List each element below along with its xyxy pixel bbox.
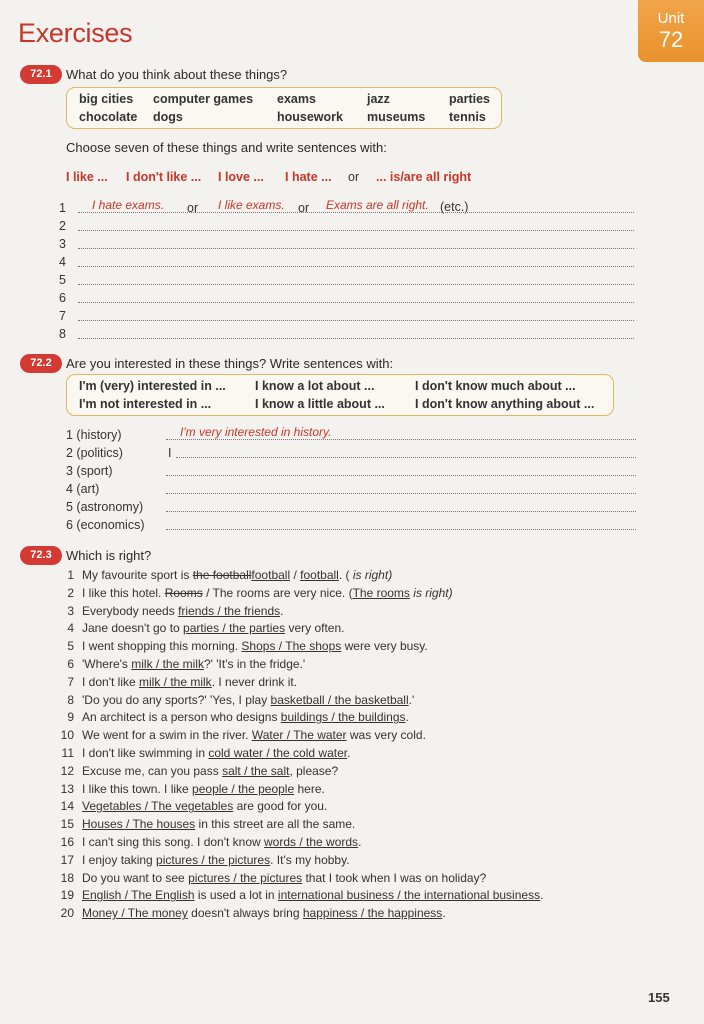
item-number: 5 (67, 639, 74, 654)
item-text: / (290, 568, 301, 582)
example-answer: I hate exams. (92, 198, 165, 212)
item-text: I enjoy taking (82, 852, 157, 867)
choice-pair[interactable]: pictures / the pictures (188, 870, 303, 885)
item-text: is used a lot in (194, 888, 278, 903)
item-text: 'Do you do any sports?' 'Yes, I play (82, 692, 271, 707)
item-text: Everybody needs (82, 603, 179, 618)
line-number: 6 (59, 291, 66, 305)
item-text: / The rooms are very nice. ( (202, 585, 353, 600)
item-text: I went shopping this morning. (82, 639, 242, 654)
answer-line[interactable] (78, 212, 634, 213)
topic-history: 1 (history) (66, 428, 122, 442)
page-number: 155 (648, 990, 670, 1005)
choice-pair[interactable]: English / The English (82, 888, 195, 903)
choice-pair[interactable]: football (251, 568, 291, 582)
item-text: was very cold. (346, 728, 426, 743)
item-text: . I never drink it. (211, 674, 298, 689)
item-number: 7 (67, 674, 74, 689)
answer-line[interactable] (166, 511, 636, 512)
choice-pair[interactable]: Shops / The shops (241, 639, 342, 654)
ex3-item-7 (56, 675, 297, 689)
unit-tab (638, 0, 704, 62)
answer-line[interactable] (78, 266, 634, 267)
item-text: is right) (349, 568, 393, 582)
answer-line[interactable] (78, 248, 634, 249)
ex3-item-15 (56, 817, 355, 831)
topic-art: 4 (art) (66, 482, 100, 496)
answer-line[interactable] (166, 439, 636, 440)
item-text: . (540, 888, 544, 903)
item-number: 18 (60, 870, 74, 885)
line-number: 5 (59, 273, 66, 287)
item-text: in this street are all the same. (195, 817, 356, 832)
item-number: 4 (67, 621, 74, 636)
crossed-out-choice: Rooms (164, 585, 203, 600)
topic-sport: 3 (sport) (66, 464, 113, 478)
item-text: I don't like (82, 674, 139, 689)
choice-pair[interactable]: The rooms (352, 585, 410, 600)
phrase-item: I don't know anything about ... (415, 397, 595, 411)
choice-pair[interactable]: parties / the parties (183, 621, 286, 636)
ex3-item-12 (56, 764, 338, 778)
item-text: here. (294, 781, 325, 796)
item-text: 'Where's (82, 657, 132, 671)
answer-line[interactable] (78, 302, 634, 303)
word-item: jazz (367, 92, 390, 106)
or-word: or (187, 201, 199, 215)
choice-pair[interactable]: friends / the friends (178, 603, 281, 618)
ex3-item-6 (56, 657, 305, 671)
item-text: , please? (289, 763, 339, 778)
choice-pair[interactable]: people / the people (192, 781, 295, 796)
item-text: . (347, 746, 351, 760)
ex2-phrase-box (66, 374, 614, 416)
item-number: 11 (61, 746, 74, 760)
ex3-item-17 (56, 853, 350, 867)
choice-pair[interactable]: football (300, 568, 339, 582)
item-text: An architect is a person who designs (82, 710, 281, 725)
item-number: 10 (60, 728, 74, 743)
choice-pair[interactable]: international business / the international business (277, 888, 541, 903)
ex1-word-box (66, 87, 502, 129)
answer-line[interactable] (166, 493, 636, 494)
item-number: 1 (67, 568, 74, 582)
ex3-item-18 (56, 871, 486, 885)
choice-pair[interactable]: Houses / The houses (82, 817, 196, 832)
item-number: 9 (67, 710, 74, 725)
item-number: 2 (67, 585, 74, 600)
example-answer: I like exams. (218, 198, 285, 212)
choice-pair[interactable]: buildings / the buildings (280, 710, 406, 725)
item-text: are good for you. (233, 799, 328, 814)
ex3-item-13 (56, 782, 325, 796)
choice-pair[interactable]: Money / The money (82, 906, 188, 921)
answer-line[interactable] (166, 475, 636, 476)
choice-pair[interactable]: cold water / the cold water (208, 746, 348, 760)
choice-pair[interactable]: milk / the milk (131, 657, 204, 671)
exercise-badge-72-2: 72.2 (20, 354, 62, 373)
ex3-item-1 (56, 568, 392, 582)
line-number: 8 (59, 327, 66, 341)
line-number: 4 (59, 255, 66, 269)
choice-pair[interactable]: basketball / the basketball (270, 692, 409, 707)
ex3-item-5 (56, 639, 428, 653)
item-number: 12 (60, 763, 74, 778)
or-word: or (348, 170, 360, 184)
option-i-love: I love ... (218, 170, 264, 184)
word-item: tennis (449, 110, 486, 124)
item-text: . (405, 710, 409, 725)
topic-politics: 2 (politics) (66, 446, 123, 460)
phrase-item: I'm (very) interested in ... (79, 379, 226, 393)
example-answer: I'm very interested in history. (180, 425, 332, 439)
item-number: 19 (60, 888, 74, 903)
item-text: . (280, 603, 284, 618)
choice-pair[interactable]: milk / the milk (139, 674, 212, 689)
word-item: dogs (153, 110, 183, 124)
item-number: 6 (67, 657, 74, 671)
item-text: I like this hotel. (82, 585, 165, 600)
answer-line[interactable] (176, 457, 636, 458)
answer-line[interactable] (78, 230, 634, 231)
item-text: ?' 'It's in the fridge.' (203, 657, 306, 671)
item-text: .' (408, 692, 415, 707)
etc-label: (etc.) (440, 200, 469, 214)
word-item: big cities (79, 92, 134, 106)
phrase-item: I know a little about ... (255, 397, 385, 411)
answer-line[interactable] (166, 529, 636, 530)
line-number: 2 (59, 219, 66, 233)
line-number: 7 (59, 309, 66, 323)
choice-pair[interactable]: words / the words (264, 835, 359, 849)
unit-number: 72 (658, 27, 684, 52)
choice-pair[interactable]: Vegetables / The vegetables (82, 799, 234, 814)
item-number: 15 (60, 817, 74, 832)
item-text: . (442, 906, 446, 921)
ex3-item-2 (56, 586, 453, 600)
ex3-item-9 (56, 710, 409, 724)
item-number: 8 (67, 692, 74, 707)
ex2-instruction: Are you interested in these things? Write sentences with: (66, 356, 394, 371)
line-number: 3 (59, 237, 66, 251)
answer-line[interactable] (78, 284, 634, 285)
example-answer: Exams are all right. (326, 198, 429, 212)
ex3-item-3 (56, 604, 283, 618)
option-all-right: ... is/are all right (376, 170, 472, 184)
ex3-instruction: Which is right? (66, 548, 152, 563)
answer-line[interactable] (78, 320, 634, 321)
item-text: I like this town. I like (82, 781, 193, 796)
item-text: . (358, 835, 362, 849)
choice-pair[interactable]: pictures / the pictures (156, 852, 271, 867)
crossed-out-choice: the football (192, 568, 252, 582)
word-item: chocolate (79, 110, 138, 124)
topic-economics: 6 (economics) (66, 518, 145, 532)
item-number: 17 (60, 852, 74, 867)
option-i-like: I like ... (66, 170, 108, 184)
item-number: 13 (60, 781, 74, 796)
or-word: or (298, 201, 310, 215)
item-text: Do you want to see (82, 870, 189, 885)
ex3-item-14 (56, 799, 327, 813)
word-item: parties (449, 92, 490, 106)
word-item: exams (277, 92, 316, 106)
item-text: My favourite sport is (82, 568, 193, 582)
answer-line[interactable] (78, 338, 634, 339)
ex3-item-11 (56, 746, 350, 760)
item-text: is right) (409, 585, 453, 600)
item-number: 14 (60, 799, 74, 814)
option-i-dont-like: I don't like ... (126, 170, 202, 184)
ex3-item-19 (56, 888, 543, 902)
item-number: 16 (60, 835, 74, 849)
choice-pair[interactable]: Water / The water (251, 728, 347, 743)
ex3-item-10 (56, 728, 426, 742)
ex3-item-16 (56, 835, 361, 849)
phrase-item: I don't know much about ... (415, 379, 576, 393)
unit-label: Unit (657, 10, 685, 27)
ex1-instruction: What do you think about these things? (66, 67, 288, 82)
exercise-badge-72-1: 72.1 (20, 65, 62, 84)
exercise-badge-72-3: 72.3 (20, 546, 62, 565)
item-number: 3 (67, 603, 74, 618)
item-text: We went for a swim in the river. (82, 728, 252, 743)
item-text: . ( (338, 568, 350, 582)
choice-pair[interactable]: salt / the salt (222, 763, 290, 778)
topic-astronomy: 5 (astronomy) (66, 500, 144, 514)
item-text: I don't like swimming in (82, 746, 209, 760)
choice-pair[interactable]: happiness / the happiness (302, 906, 443, 921)
item-text: that I took when I was on holiday? (302, 870, 487, 885)
ex3-item-8 (56, 693, 414, 707)
phrase-item: I'm not interested in ... (79, 397, 212, 411)
item-text: . It's my hobby. (270, 852, 350, 867)
option-i-hate: I hate ... (285, 170, 332, 184)
item-text: I can't sing this song. I don't know (82, 835, 265, 849)
item-text: Excuse me, can you pass (82, 763, 223, 778)
word-item: computer games (153, 92, 254, 106)
line-number: 1 (59, 201, 66, 215)
phrase-item: I know a lot about ... (255, 379, 375, 393)
ex1-instruction-2: Choose seven of these things and write sentences with: (66, 140, 387, 155)
word-item: housework (277, 110, 343, 124)
item-text: Jane doesn't go to (82, 621, 184, 636)
word-item: museums (367, 110, 426, 124)
item-number: 20 (60, 906, 74, 921)
ex3-item-20 (56, 906, 446, 920)
item-text: were very busy. (341, 639, 428, 654)
item-text: doesn't always bring (187, 906, 303, 921)
line-start-letter: I (168, 446, 172, 460)
item-text: very often. (285, 621, 345, 636)
ex3-item-4 (56, 621, 344, 635)
page-title: Exercises (18, 18, 133, 48)
